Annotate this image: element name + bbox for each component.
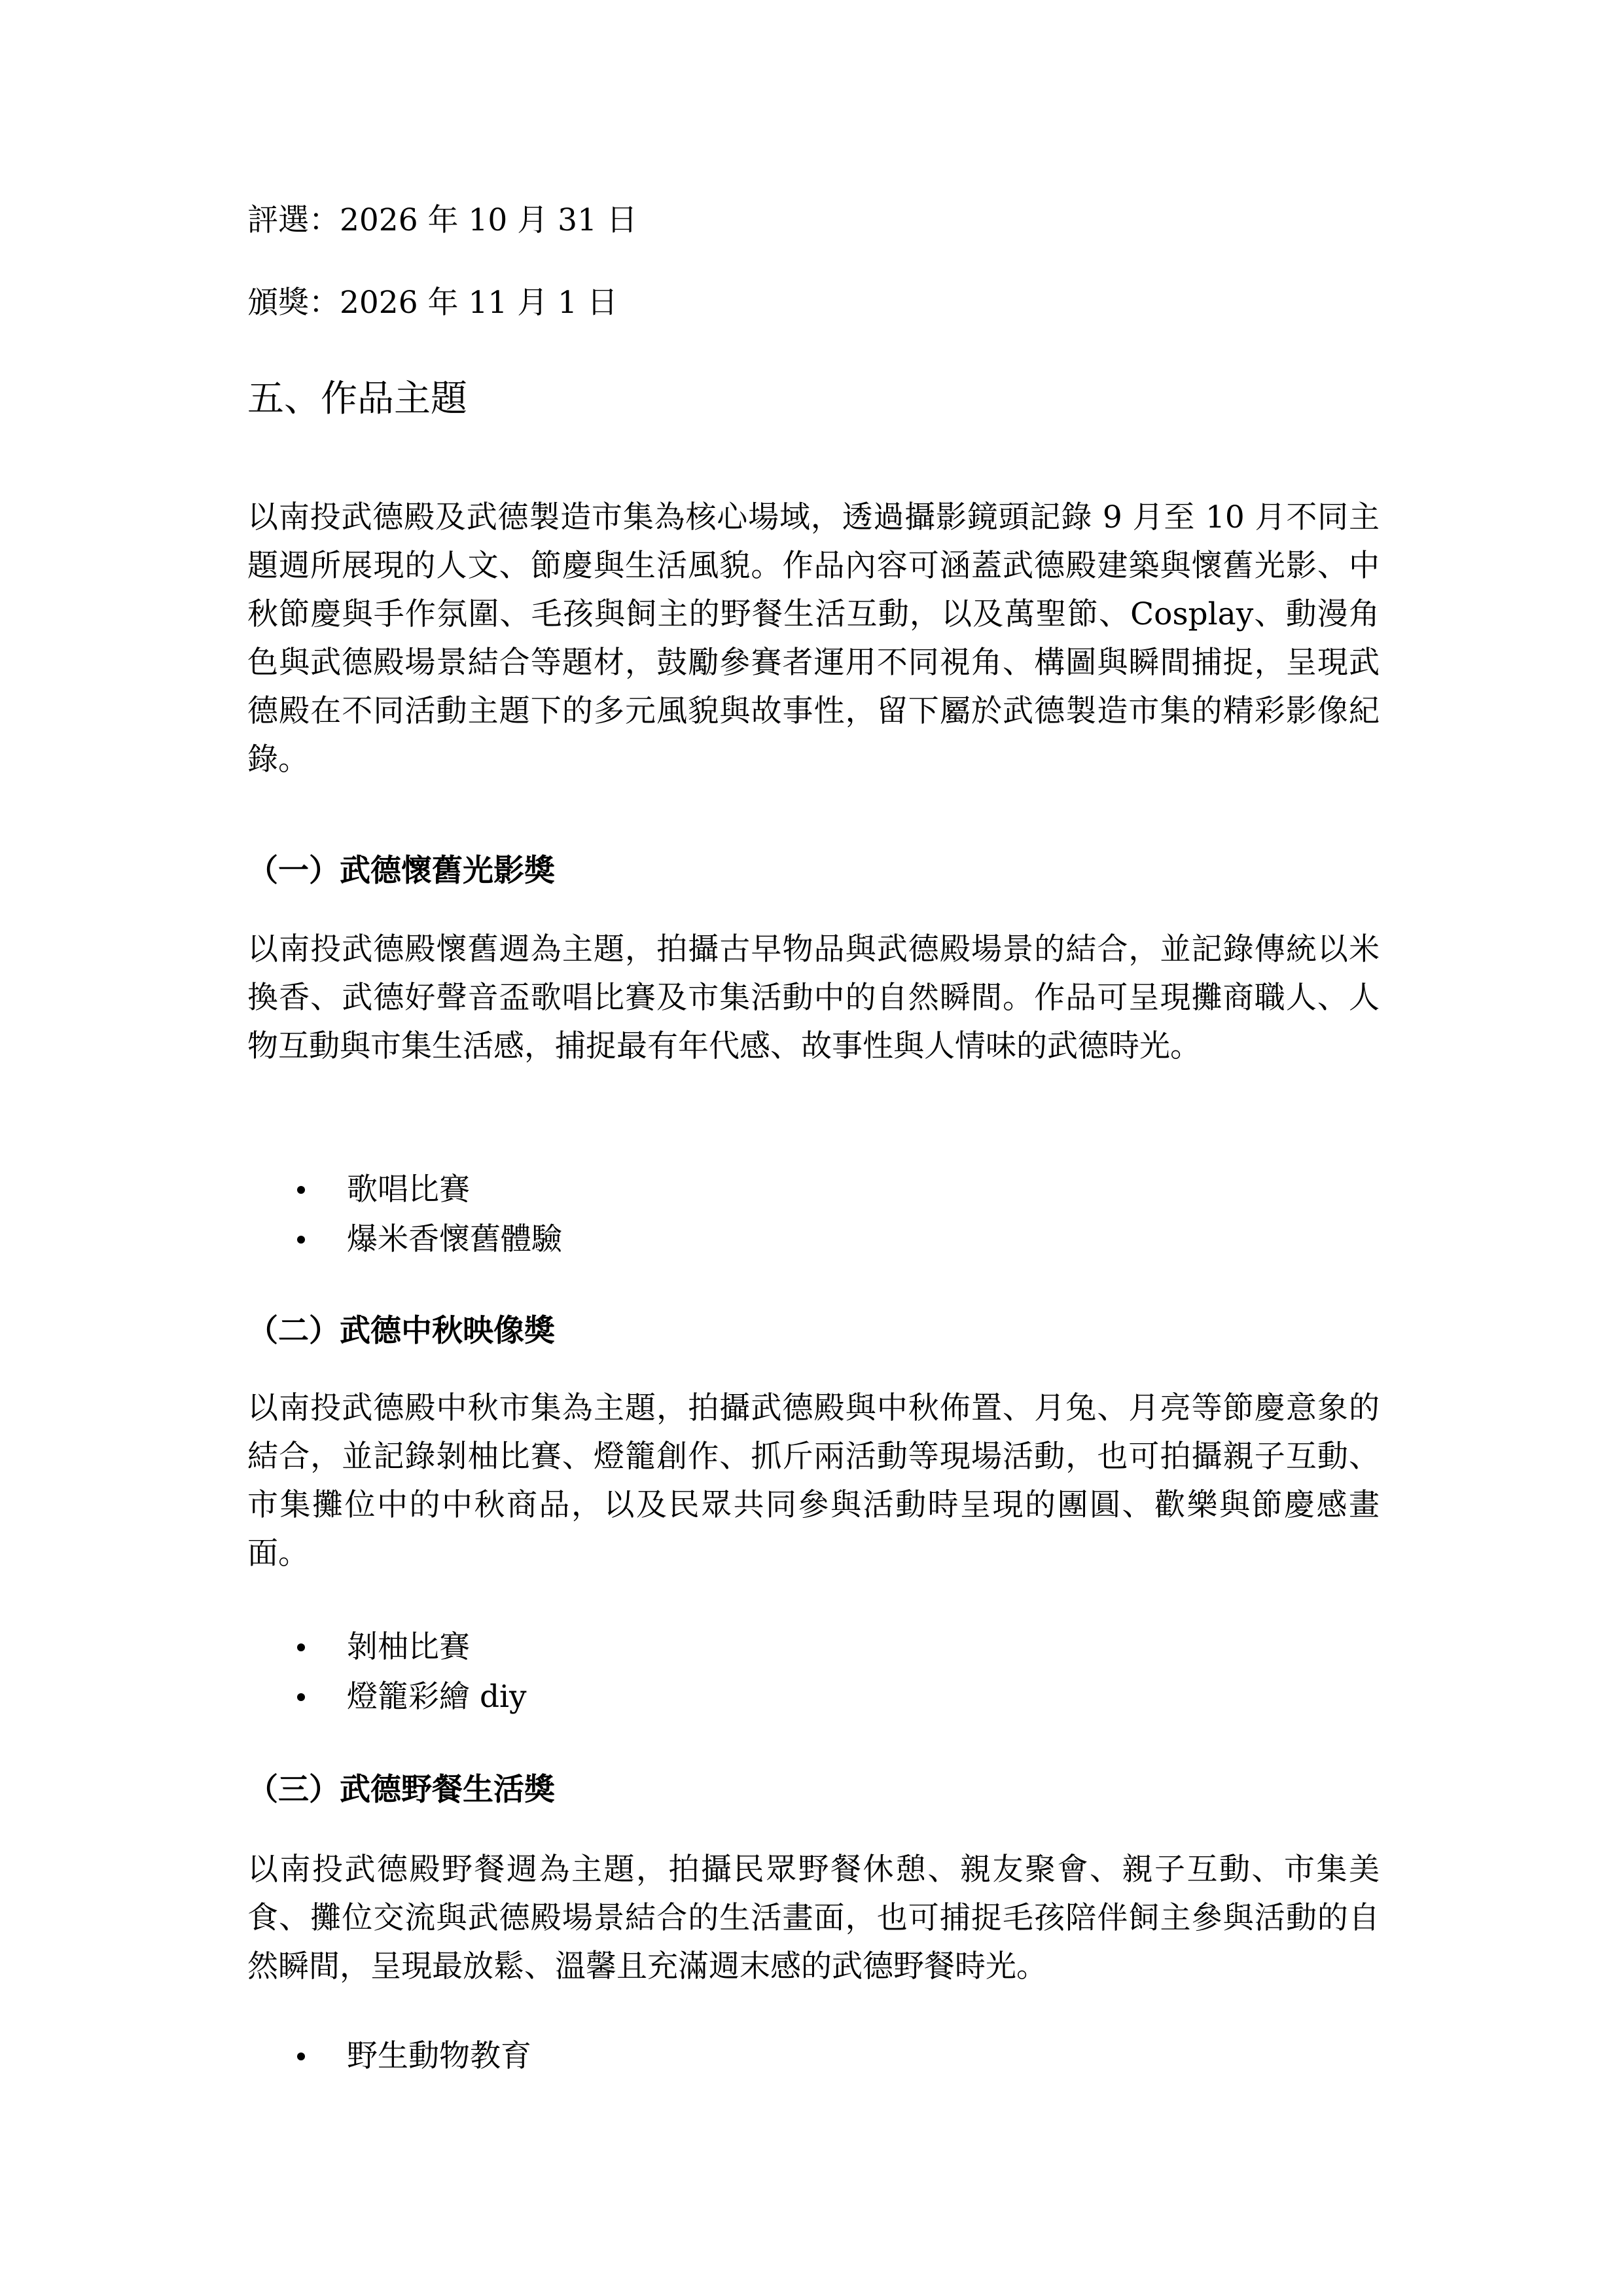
section-title: 五、作品主題: [247, 378, 467, 420]
award-3-description: 以南投武德殿野餐週為主題，拍攝民眾野餐休憩、親友聚會、親子互動、市集美食、攤位交流與武德殿場景結合的生活畫面，也可捕捉毛孩陪伴飼主參與活動的自然瞬間，呈現最放鬆、溫馨且充滿週末感的武德野餐時光。: [247, 1852, 1380, 1984]
list-item: 爆米香懷舊體驗: [247, 1215, 562, 1265]
bullet-icon: [297, 1186, 305, 1194]
award-2-description: 以南投武德殿中秋市集為主題，拍攝武德殿與中秋佈置、月兔、月亮等節慶意象的結合，並記錄剝柚比賽、燈籠創作、抓斤兩活動等現場活動，也可拍攝親子互動、市集攤位中的中秋商品，以及民眾共同參與活動時呈現的團圓、歡樂與節慶感畫面。: [247, 1390, 1380, 1571]
list-item: 燈籠彩繪 diy: [247, 1672, 527, 1722]
award-1-list: [247, 1165, 562, 1265]
section-intro: 以南投武德殿及武德製造市集為核心場域，透過攝影鏡頭記錄 9 月至 10 月不同主題週所展現的人文、節慶與生活風貌。作品內容可涵蓋武德殿建築與懷舊光影、中秋節慶與手作氛圍、毛孩與飼主的野餐生活互動，以及萬聖節、Cosplay、動漫角色與武德殿場景結合等題材，鼓勵參賽者運用不同視角、構圖與瞬間捕捉，呈現武德殿在不同活動主題下的多元風貌與故事性，留下屬於武德製造市集的精彩影像紀錄。: [247, 499, 1380, 778]
award-date: 頒獎：2026 年 11 月 1 日: [247, 285, 618, 321]
bullet-icon: [297, 1693, 305, 1701]
bullet-icon: [297, 2053, 305, 2060]
award-1-description: 以南投武德殿懷舊週為主題，拍攝古早物品與武德殿場景的結合，並記錄傳統以米換香、武德好聲音盃歌唱比賽及市集活動中的自然瞬間。作品可呈現攤商職人、人物互動與市集生活感，捕捉最有年代感、故事性與人情味的武德時光。: [247, 931, 1380, 1064]
list-item: 野生動物教育: [247, 2032, 531, 2081]
bullet-icon: [297, 1236, 305, 1244]
judging-date: 評選：2026 年 10 月 31 日: [247, 202, 637, 238]
award-2-title: （二）武德中秋映像獎: [247, 1313, 555, 1349]
list-item: 歌唱比賽: [247, 1165, 562, 1215]
award-2-list: [247, 1623, 527, 1722]
list-item: 剝柚比賽: [247, 1623, 527, 1672]
bullet-icon: [297, 1643, 305, 1651]
award-1-title: （一）武德懷舊光影獎: [247, 853, 555, 889]
award-3-title: （三）武德野餐生活獎: [247, 1772, 555, 1808]
award-3-list: [247, 2032, 531, 2081]
